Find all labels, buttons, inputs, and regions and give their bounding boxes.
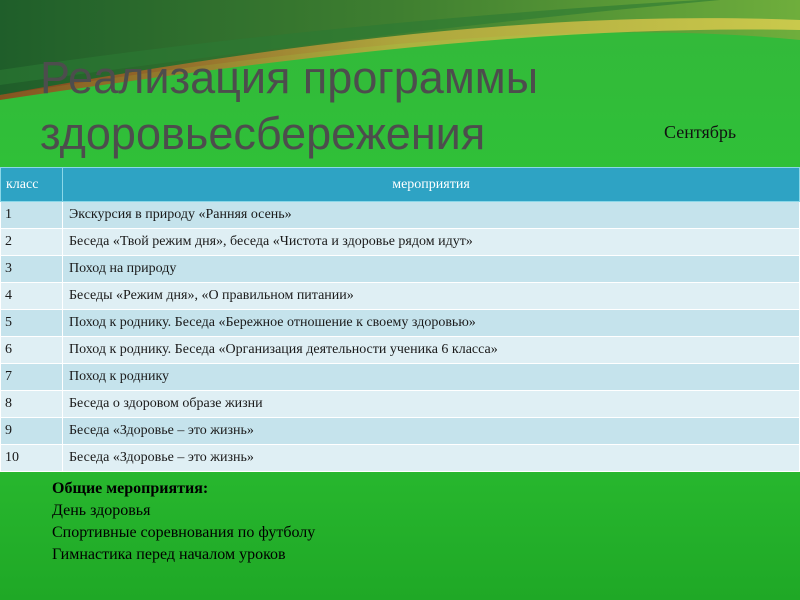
table-row xyxy=(1,229,800,256)
events-table xyxy=(0,167,800,472)
event-cell: Беседы «Режим дня», «О правильном питании» xyxy=(63,283,800,310)
column-header-class: класс xyxy=(1,168,63,202)
class-cell: 1 xyxy=(1,202,63,229)
table-row xyxy=(1,445,800,472)
title-line-2: здоровьесбережения xyxy=(40,108,486,159)
month-label: Сентябрь xyxy=(664,122,737,142)
class-cell: 6 xyxy=(1,337,63,364)
table-row xyxy=(1,364,800,391)
table-row xyxy=(1,310,800,337)
event-cell: Беседа о здоровом образе жизни xyxy=(63,391,800,418)
general-event-item: Спортивные соревнования по футболу xyxy=(52,524,316,541)
class-cell: 7 xyxy=(1,364,63,391)
event-cell: Беседа «Твой режим дня», беседа «Чистота и здоровье рядом идут» xyxy=(63,229,800,256)
table-row xyxy=(1,256,800,283)
class-cell: 5 xyxy=(1,310,63,337)
column-header-events: мероприятия xyxy=(63,168,800,202)
class-cell: 4 xyxy=(1,283,63,310)
event-cell: Поход к роднику. Беседа «Бережное отношение к своему здоровью» xyxy=(63,310,800,337)
title-line-1: Реализация программы xyxy=(40,52,539,103)
class-cell: 3 xyxy=(1,256,63,283)
class-cell: 9 xyxy=(1,418,63,445)
class-cell: 2 xyxy=(1,229,63,256)
event-cell: Поход к роднику. Беседа «Организация деятельности ученика 6 класса» xyxy=(63,337,800,364)
general-events-section xyxy=(52,478,315,566)
table-row xyxy=(1,202,800,229)
event-cell: Беседа «Здоровье – это жизнь» xyxy=(63,445,800,472)
page-title xyxy=(40,50,640,162)
event-cell: Экскурсия в природу «Ранняя осень» xyxy=(63,202,800,229)
general-event-item: Гимнастика перед началом уроков xyxy=(52,546,286,563)
table-row xyxy=(1,337,800,364)
table-row xyxy=(1,391,800,418)
class-cell: 8 xyxy=(1,391,63,418)
table-body xyxy=(1,202,800,472)
event-cell: Поход к роднику xyxy=(63,364,800,391)
class-cell: 10 xyxy=(1,445,63,472)
table-row xyxy=(1,283,800,310)
event-cell: Беседа «Здоровье – это жизнь» xyxy=(63,418,800,445)
general-events-heading: Общие мероприятия: xyxy=(52,480,209,497)
event-cell: Поход на природу xyxy=(63,256,800,283)
table-row xyxy=(1,418,800,445)
table-header-row xyxy=(1,168,800,202)
general-event-item: День здоровья xyxy=(52,502,151,519)
